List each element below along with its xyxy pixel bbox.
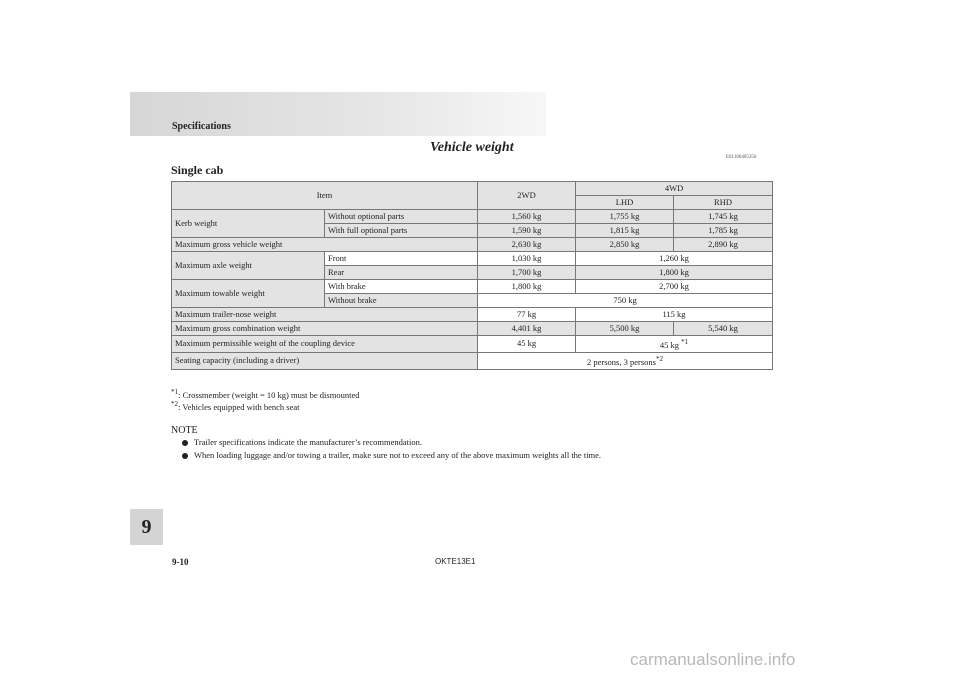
header-lhd: LHD (576, 196, 674, 210)
page-title: Vehicle weight (430, 140, 514, 155)
cell-2wd: 2,630 kg (478, 238, 576, 252)
watermark: carmanualsonline.info (630, 650, 796, 669)
footnote-mark: *2 (171, 400, 179, 408)
footnote-marker: *2 (655, 354, 664, 363)
row-label: Maximum gross vehicle weight (172, 238, 478, 252)
row-sublabel: With full optional parts (325, 224, 478, 238)
cell-4wd: 1,800 kg (576, 266, 773, 280)
note-text: When loading luggage and/or towing a trailer, make sure not to exceed any of the above maximum weights all the time. (194, 450, 602, 460)
row-label: Kerb weight (172, 210, 325, 238)
row-sublabel: Without optional parts (325, 210, 478, 224)
table-row (172, 252, 773, 266)
cell-4wd: 115 kg (576, 308, 773, 322)
cell-lhd: 1,815 kg (576, 224, 674, 238)
table-row (172, 238, 773, 252)
cell-rhd: 1,785 kg (674, 224, 773, 238)
footer-doc-code: OKTE13E1 (435, 557, 476, 566)
cell-value: 45 kg (659, 339, 679, 350)
cell-rhd: 2,890 kg (674, 238, 773, 252)
table-subtitle: Single cab (171, 163, 224, 177)
cell-all: 750 kg (478, 294, 773, 308)
table-row (172, 308, 773, 322)
table-row (172, 280, 773, 294)
cell-2wd: 1,800 kg (478, 280, 576, 294)
section-title: Specifications (172, 121, 231, 132)
note-item (182, 450, 601, 460)
page-number: 9-10 (172, 557, 189, 567)
row-label: Maximum trailer-nose weight (172, 308, 478, 322)
row-sublabel: Front (325, 252, 478, 266)
cell-4wd: 1,260 kg (576, 252, 773, 266)
row-label: Maximum axle weight (172, 252, 325, 280)
row-label: Seating capacity (including a driver) (172, 352, 478, 369)
chapter-tab: 9 (130, 509, 163, 545)
cell-all (478, 352, 773, 369)
cell-value: 2 persons, 3 persons (587, 356, 656, 367)
header-rhd: RHD (674, 196, 773, 210)
cell-rhd: 1,745 kg (674, 210, 773, 224)
cell-lhd: 1,755 kg (576, 210, 674, 224)
header-2wd: 2WD (478, 182, 576, 210)
cell-lhd: 5,500 kg (576, 322, 674, 336)
document-code: E01100405356 (726, 155, 757, 160)
note-item (182, 437, 422, 447)
cell-2wd: 77 kg (478, 308, 576, 322)
table-header-row (172, 182, 773, 196)
row-label: Maximum towable weight (172, 280, 325, 308)
cell-rhd: 5,540 kg (674, 322, 773, 336)
cell-4wd: 2,700 kg (576, 280, 773, 294)
footnote-mark: *1 (171, 388, 179, 396)
row-label: Maximum gross combination weight (172, 322, 478, 336)
bullet-icon (182, 440, 188, 446)
vehicle-weight-table (171, 181, 773, 370)
header-4wd: 4WD (576, 182, 773, 196)
footnote-1 (171, 388, 359, 400)
table-row (172, 210, 773, 224)
footnote-marker: *1 (681, 338, 689, 346)
bullet-icon (182, 453, 188, 459)
cell-2wd: 1,590 kg (478, 224, 576, 238)
note-label: NOTE (171, 425, 198, 436)
table-row (172, 336, 773, 353)
cell-2wd: 1,560 kg (478, 210, 576, 224)
footnote-2 (171, 400, 300, 412)
cell-lhd: 2,850 kg (576, 238, 674, 252)
row-sublabel: Without brake (325, 294, 478, 308)
cell-2wd: 1,700 kg (478, 266, 576, 280)
table-row (172, 322, 773, 336)
cell-2wd: 45 kg (478, 336, 576, 353)
table-row (172, 352, 773, 369)
cell-4wd (576, 336, 773, 353)
row-sublabel: Rear (325, 266, 478, 280)
cell-2wd: 4,401 kg (478, 322, 576, 336)
cell-2wd: 1,030 kg (478, 252, 576, 266)
row-label: Maximum permissible weight of the coupling device (172, 336, 478, 353)
row-sublabel: With brake (325, 280, 478, 294)
footnote-text: : Vehicles equipped with bench seat (178, 401, 300, 412)
header-item: Item (172, 182, 478, 210)
note-text: Trailer specifications indicate the manufacturer’s recommendation. (194, 437, 423, 447)
footnote-text: : Crossmember (weight = 10 kg) must be dismounted (178, 389, 360, 400)
